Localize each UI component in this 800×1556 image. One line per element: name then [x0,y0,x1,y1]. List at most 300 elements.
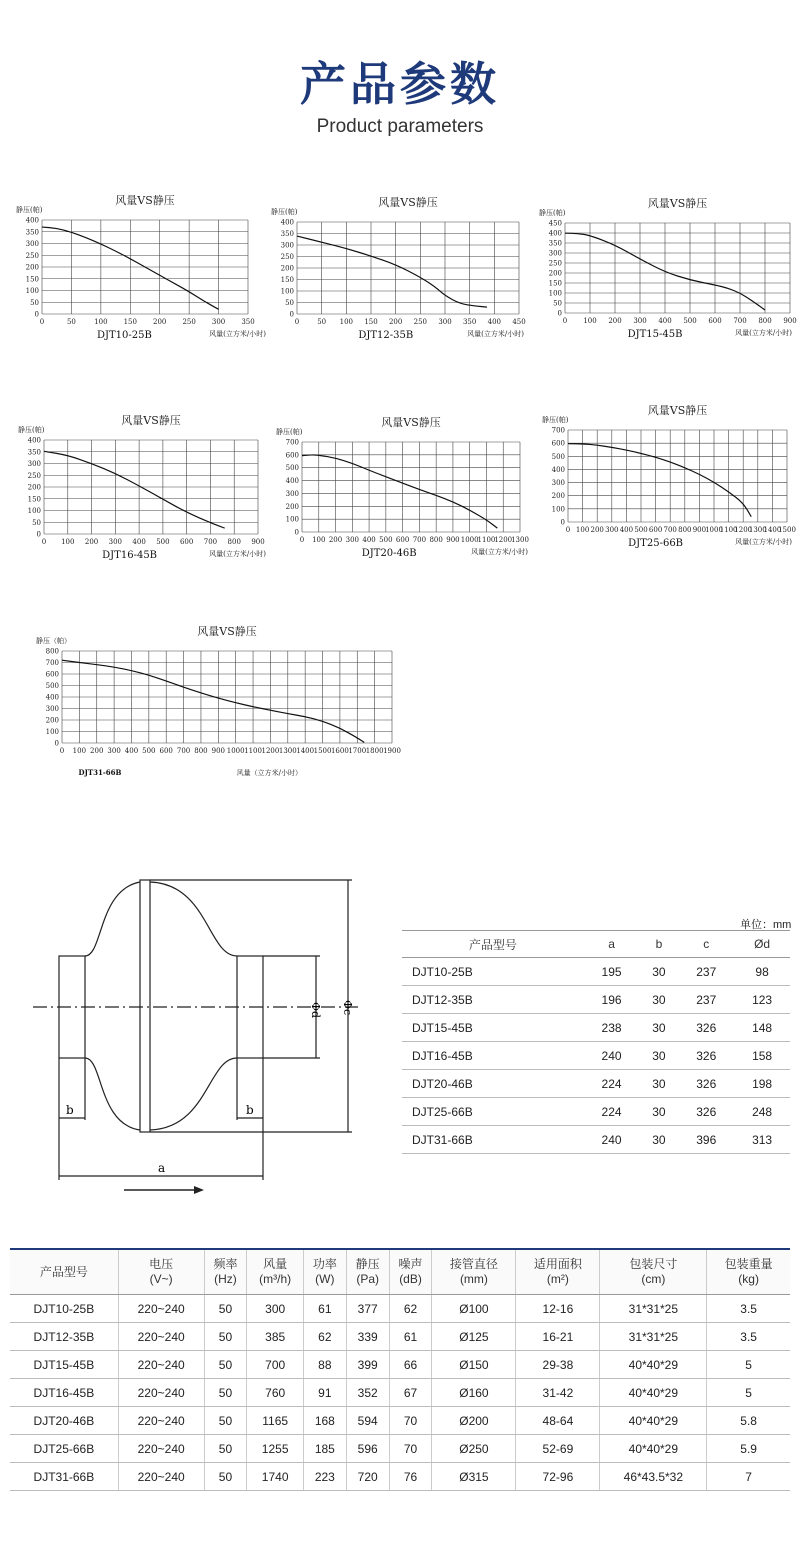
chart-djt12-35b [272,190,528,340]
table-cell: 61 [389,1323,432,1351]
y-tick-label: 50 [30,298,39,307]
table-cell: Ø315 [432,1463,516,1491]
series-line [302,455,497,528]
x-tick-label: 700 [733,317,747,325]
x-tick-label: 200 [90,747,104,755]
chart-djt10-25b [14,190,270,340]
x-tick-label: 200 [608,317,622,325]
table-cell: 70 [389,1407,432,1435]
x-tick-label: 0 [562,317,568,325]
x-tick-label: 0 [41,538,47,546]
x-tick-label: 100 [583,317,597,325]
table-cell: 198 [734,1070,790,1098]
table-cell: 30 [639,1098,678,1126]
table-cell: DJT10-25B [10,1295,118,1323]
y-tick-label: 100 [285,515,299,524]
table-cell: DJT31-66B [402,1126,584,1154]
y-tick-label: 100 [280,287,294,296]
y-tick-label: 500 [551,452,565,461]
table-row [402,1070,790,1098]
airflow-arrow-head [194,1186,204,1194]
page-title: 产品参数 [300,57,500,111]
y-tick-label: 300 [280,241,294,250]
chart-djt15-45b [540,190,796,340]
y-tick-label: 350 [27,448,41,457]
y-tick-label: 150 [548,279,562,288]
table-cell: 98 [734,958,790,986]
table-cell: 3.5 [707,1323,790,1351]
chart-title: 风量VS静压 [121,414,181,427]
x-axis-label: 风量(立方米/小时) [209,330,266,338]
chart-djt16-45b [14,400,270,561]
table-cell: 30 [639,986,678,1014]
y-tick-label: 400 [280,218,294,227]
table-cell: 30 [639,958,678,986]
x-tick-label: 1800 [365,747,384,755]
x-tick-label: 1000 [460,536,479,544]
x-axis-label: 风量(立方米/小时) [471,548,528,556]
table-cell: 88 [303,1351,346,1379]
y-tick-label: 700 [551,426,565,435]
spec-header-cell: 产品型号 [10,1250,118,1295]
y-tick-label: 350 [548,239,562,248]
x-tick-label: 900 [446,536,460,544]
chart-title: 风量VS静压 [115,194,175,207]
x-tick-label: 100 [61,538,75,546]
model-label: DJT10-25B [96,330,152,341]
y-tick-label: 400 [548,229,562,238]
series-line [62,660,364,742]
table-cell: 196 [584,986,640,1014]
y-tick-label: 200 [27,483,41,492]
x-tick-label: 900 [211,747,226,755]
x-tick-label: 1100 [244,747,262,755]
spec-header-cell: 频率 (Hz) [204,1250,247,1295]
page-subtitle: Product parameters [316,116,484,137]
spec-header-cell: 电压 (V~) [118,1250,204,1295]
table-row [10,1463,790,1491]
table-row [10,1295,790,1323]
x-tick-label: 1700 [348,747,367,755]
label-d: Φd [309,1002,322,1019]
table-cell: 1255 [247,1435,304,1463]
table-cell: 5.9 [707,1435,790,1463]
x-tick-label: 0 [565,526,571,534]
y-tick-label: 200 [280,264,294,273]
y-tick-label: 700 [285,438,299,447]
x-tick-label: 100 [575,526,590,534]
y-tick-label: 50 [553,299,562,308]
table-cell: 240 [584,1042,640,1070]
y-tick-label: 250 [280,253,294,261]
y-tick-label: 350 [25,228,39,237]
y-tick-label: 600 [285,451,299,460]
dimension-header-cell: b [639,931,678,958]
x-tick-label: 50 [317,318,327,326]
table-cell: 399 [346,1351,389,1379]
table-cell: 40*40*29 [600,1407,707,1435]
table-cell: 339 [346,1323,389,1351]
y-tick-label: 250 [27,471,41,480]
x-tick-label: 600 [159,747,173,755]
chart-djt31-66b [18,622,408,782]
model-label: DJT12-35B [358,330,414,341]
table-cell: 220~240 [118,1379,204,1407]
table-cell: Ø150 [432,1351,516,1379]
table-cell: 195 [584,958,640,986]
chart-title: 风量VS静压 [378,196,438,209]
table-cell: 50 [204,1435,247,1463]
label-b-right: b [246,1103,254,1117]
table-cell: DJT15-45B [10,1351,118,1379]
x-tick-label: 250 [182,318,196,326]
table-cell: 50 [204,1351,247,1379]
table-cell: 313 [734,1126,790,1154]
table-cell: 50 [204,1295,247,1323]
x-tick-label: 1900 [383,747,401,755]
y-tick-label: 300 [551,479,565,488]
table-cell: DJT12-35B [402,986,584,1014]
housing-left-bottom [85,1058,140,1130]
chart-title: 风量VS静压 [381,416,441,429]
table-row [402,1042,790,1070]
x-tick-label: 200 [328,536,343,544]
x-tick-label: 700 [176,747,191,755]
y-tick-label: 400 [45,693,59,702]
spec-header-cell: 包装尺寸 (cm) [600,1250,707,1295]
table-cell: 594 [346,1407,389,1435]
series-line [44,451,225,528]
table-cell: 30 [639,1042,678,1070]
x-axis-label: 风量(立方米/小时) [209,550,266,558]
table-cell: 326 [678,1042,734,1070]
spec-header-cell: 功率 (W) [303,1250,346,1295]
table-cell: 62 [303,1323,346,1351]
table-cell: 220~240 [118,1323,204,1351]
y-tick-label: 350 [280,230,294,238]
table-row [10,1323,790,1351]
x-tick-label: 1500 [778,526,796,534]
x-tick-label: 700 [412,536,427,544]
y-tick-label: 300 [45,705,59,713]
x-tick-label: 300 [107,747,121,755]
table-cell: 16-21 [516,1323,600,1351]
table-cell: 352 [346,1379,389,1407]
y-axis-label: 静压(帕) [276,428,303,436]
table-cell: 50 [204,1323,247,1351]
dimension-header-cell: a [584,931,640,958]
table-row [10,1351,790,1379]
housing-right-bottom [150,1058,237,1130]
x-tick-label: 150 [364,318,378,326]
x-tick-label: 0 [299,536,305,544]
table-cell: DJT25-66B [402,1098,584,1126]
dimension-header-row [402,931,790,958]
x-tick-label: 400 [132,538,146,546]
y-tick-label: 300 [548,249,562,258]
table-cell: 70 [389,1435,432,1463]
y-tick-label: 250 [25,251,39,260]
table-cell: 62 [389,1295,432,1323]
y-tick-label: 100 [27,507,41,515]
dimension-table [402,930,790,1154]
table-row [402,986,790,1014]
table-cell: DJT16-45B [402,1042,584,1070]
x-tick-label: 1100 [719,526,738,534]
table-cell: 220~240 [118,1463,204,1491]
y-tick-label: 700 [45,659,59,667]
table-cell: 168 [303,1407,346,1435]
chart-title: 风量VS静压 [647,404,708,417]
x-tick-label: 300 [211,318,226,326]
spec-header-cell: 适用面积 (m²) [516,1250,600,1295]
table-cell: 5 [707,1351,790,1379]
x-tick-label: 400 [124,747,139,755]
x-tick-label: 0 [294,318,300,326]
table-cell: 50 [204,1407,247,1435]
table-cell: Ø200 [432,1407,516,1435]
table-row [402,1126,790,1154]
table-cell: DJT25-66B [10,1435,118,1463]
chart-djt25-66b [540,400,796,555]
x-tick-label: 300 [345,536,359,544]
table-cell: 240 [584,1126,640,1154]
series-line [568,444,751,517]
x-tick-label: 700 [663,526,677,534]
y-tick-label: 600 [45,670,59,679]
x-tick-label: 800 [429,536,443,544]
y-tick-label: 300 [285,489,299,498]
spec-header-cell: 噪声 (dB) [389,1250,432,1295]
table-cell: 700 [247,1351,304,1379]
x-tick-label: 300 [605,526,619,534]
y-tick-label: 500 [285,464,299,473]
x-tick-label: 1400 [763,526,782,534]
y-tick-label: 100 [25,287,39,295]
table-cell: 91 [303,1379,346,1407]
y-tick-label: 300 [27,460,41,468]
x-tick-label: 500 [683,317,697,325]
table-cell: 220~240 [118,1351,204,1379]
table-row [10,1407,790,1435]
x-tick-label: 0 [39,318,45,326]
y-tick-label: 200 [25,263,39,272]
table-cell: 40*40*29 [600,1379,707,1407]
spec-header-cell: 静压 (Pa) [346,1250,389,1295]
y-tick-label: 200 [45,716,59,725]
table-cell: 66 [389,1351,432,1379]
model-label: DJT20-46B [361,548,417,559]
table-cell: 720 [346,1463,389,1491]
table-cell: 220~240 [118,1435,204,1463]
table-row [402,958,790,986]
x-tick-label: 100 [312,536,326,544]
y-tick-label: 100 [45,728,59,736]
y-axis-label: 静压（帕） [36,637,71,645]
x-tick-label: 500 [379,536,393,544]
table-cell: 248 [734,1098,790,1126]
table-cell: 46*43.5*32 [600,1463,707,1491]
table-row [402,1098,790,1126]
table-cell: 237 [678,958,734,986]
x-tick-label: 400 [487,318,502,326]
table-cell: 123 [734,986,790,1014]
table-cell: DJT12-35B [10,1323,118,1351]
table-cell: 300 [247,1295,304,1323]
y-axis-label: 静压(帕) [271,208,298,216]
table-cell: DJT20-46B [402,1070,584,1098]
y-tick-label: 400 [285,477,299,486]
table-cell: 31*31*25 [600,1295,707,1323]
x-tick-label: 350 [462,318,477,326]
dimension-header-cell: c [678,931,734,958]
y-tick-label: 0 [557,309,562,318]
table-cell: 67 [389,1379,432,1407]
x-tick-label: 100 [72,747,87,755]
table-cell: 185 [303,1435,346,1463]
x-tick-label: 600 [395,536,410,544]
x-tick-label: 200 [84,538,99,546]
table-cell: 326 [678,1070,734,1098]
x-tick-label: 400 [362,536,376,544]
y-tick-label: 50 [285,299,294,307]
x-tick-label: 200 [153,318,167,326]
spec-header-cell: 包装重量 (kg) [707,1250,790,1295]
table-cell: Ø100 [432,1295,516,1323]
table-cell: 29-38 [516,1351,600,1379]
table-cell: DJT16-45B [10,1379,118,1407]
x-tick-label: 500 [156,538,170,546]
table-cell: 61 [303,1295,346,1323]
y-tick-label: 150 [280,276,294,284]
x-tick-label: 500 [634,526,648,534]
table-cell: 385 [247,1323,304,1351]
x-tick-label: 1300 [278,747,297,755]
table-cell: 30 [639,1070,678,1098]
y-axis-label: 静压(帕) [542,416,569,424]
table-cell: DJT15-45B [402,1014,584,1042]
table-cell: 223 [303,1463,346,1491]
model-label: DJT25-66B [628,538,684,549]
x-tick-label: 50 [66,318,76,326]
x-tick-label: 1300 [748,526,767,534]
x-axis-label: 风量（立方米/小时） [236,769,302,777]
dimension-header-cell: Ød [734,931,790,958]
series-line [297,236,487,307]
table-row [402,1014,790,1042]
x-tick-label: 450 [512,318,526,326]
table-cell: 1165 [247,1407,304,1435]
x-axis-label: 风量(立方米/小时) [735,538,792,546]
table-cell: 3.5 [707,1295,790,1323]
x-tick-label: 1200 [261,747,280,755]
spec-header-row [10,1250,790,1295]
housing-right-top [150,882,237,956]
table-row [10,1379,790,1407]
x-tick-label: 700 [203,538,218,546]
y-tick-label: 0 [36,530,41,539]
spec-header-cell: 风量 (m³/h) [247,1250,304,1295]
x-tick-label: 350 [241,318,255,326]
y-tick-label: 200 [548,269,562,278]
x-axis-label: 风量(立方米/小时) [467,330,524,338]
table-cell: 12-16 [516,1295,600,1323]
x-tick-label: 1200 [734,526,753,534]
x-tick-label: 800 [758,317,772,325]
table-cell: 220~240 [118,1407,204,1435]
flange-plate [140,880,150,1132]
x-tick-label: 150 [123,318,137,326]
table-cell: 224 [584,1070,640,1098]
table-cell: 31-42 [516,1379,600,1407]
y-tick-label: 200 [285,502,299,511]
x-tick-label: 900 [692,526,707,534]
model-label: DJT31-66B [78,768,122,777]
y-tick-label: 200 [551,492,565,501]
table-cell: Ø125 [432,1323,516,1351]
y-tick-label: 100 [548,289,562,298]
y-tick-label: 0 [34,310,39,319]
table-cell: 52-69 [516,1435,600,1463]
table-cell: 30 [639,1014,678,1042]
y-tick-label: 100 [551,505,565,514]
table-cell: 377 [346,1295,389,1323]
y-tick-label: 400 [551,465,565,474]
y-tick-label: 0 [294,528,299,537]
table-cell: 760 [247,1379,304,1407]
table-cell: 237 [678,986,734,1014]
table-cell: 48-64 [516,1407,600,1435]
chart-title: 风量VS静压 [647,197,708,210]
x-tick-label: 1600 [330,747,349,755]
table-cell: 238 [584,1014,640,1042]
y-tick-label: 50 [32,518,41,527]
table-cell: 5.8 [707,1407,790,1435]
x-tick-label: 1000 [705,526,723,534]
y-axis-label: 静压(帕) [539,209,566,217]
y-tick-label: 800 [45,647,59,656]
x-tick-label: 1400 [296,747,315,755]
table-cell: 158 [734,1042,790,1070]
table-cell: 596 [346,1435,389,1463]
table-cell: 326 [678,1014,734,1042]
x-tick-label: 800 [194,747,208,755]
x-tick-label: 0 [59,747,65,755]
x-tick-label: 300 [438,318,452,326]
chart-djt20-46b [276,400,532,559]
spec-table [10,1250,790,1491]
x-axis-label: 风量(立方米/小时) [735,329,792,337]
table-cell: 396 [678,1126,734,1154]
x-tick-label: 1000 [226,747,245,755]
x-tick-label: 600 [179,538,194,546]
table-cell: 50 [204,1463,247,1491]
y-tick-label: 0 [289,310,294,319]
table-cell: 72-96 [516,1463,600,1491]
x-tick-label: 1500 [313,747,332,755]
x-tick-label: 250 [413,318,428,326]
housing-left-top [85,882,140,956]
y-tick-label: 0 [560,518,565,527]
model-label: DJT16-45B [102,550,158,561]
x-tick-label: 100 [94,318,108,326]
table-cell: 31*31*25 [600,1323,707,1351]
y-tick-label: 150 [25,275,39,284]
table-cell: 30 [639,1126,678,1154]
table-cell: Ø250 [432,1435,516,1463]
label-a: a [158,1161,166,1175]
table-cell: 148 [734,1014,790,1042]
